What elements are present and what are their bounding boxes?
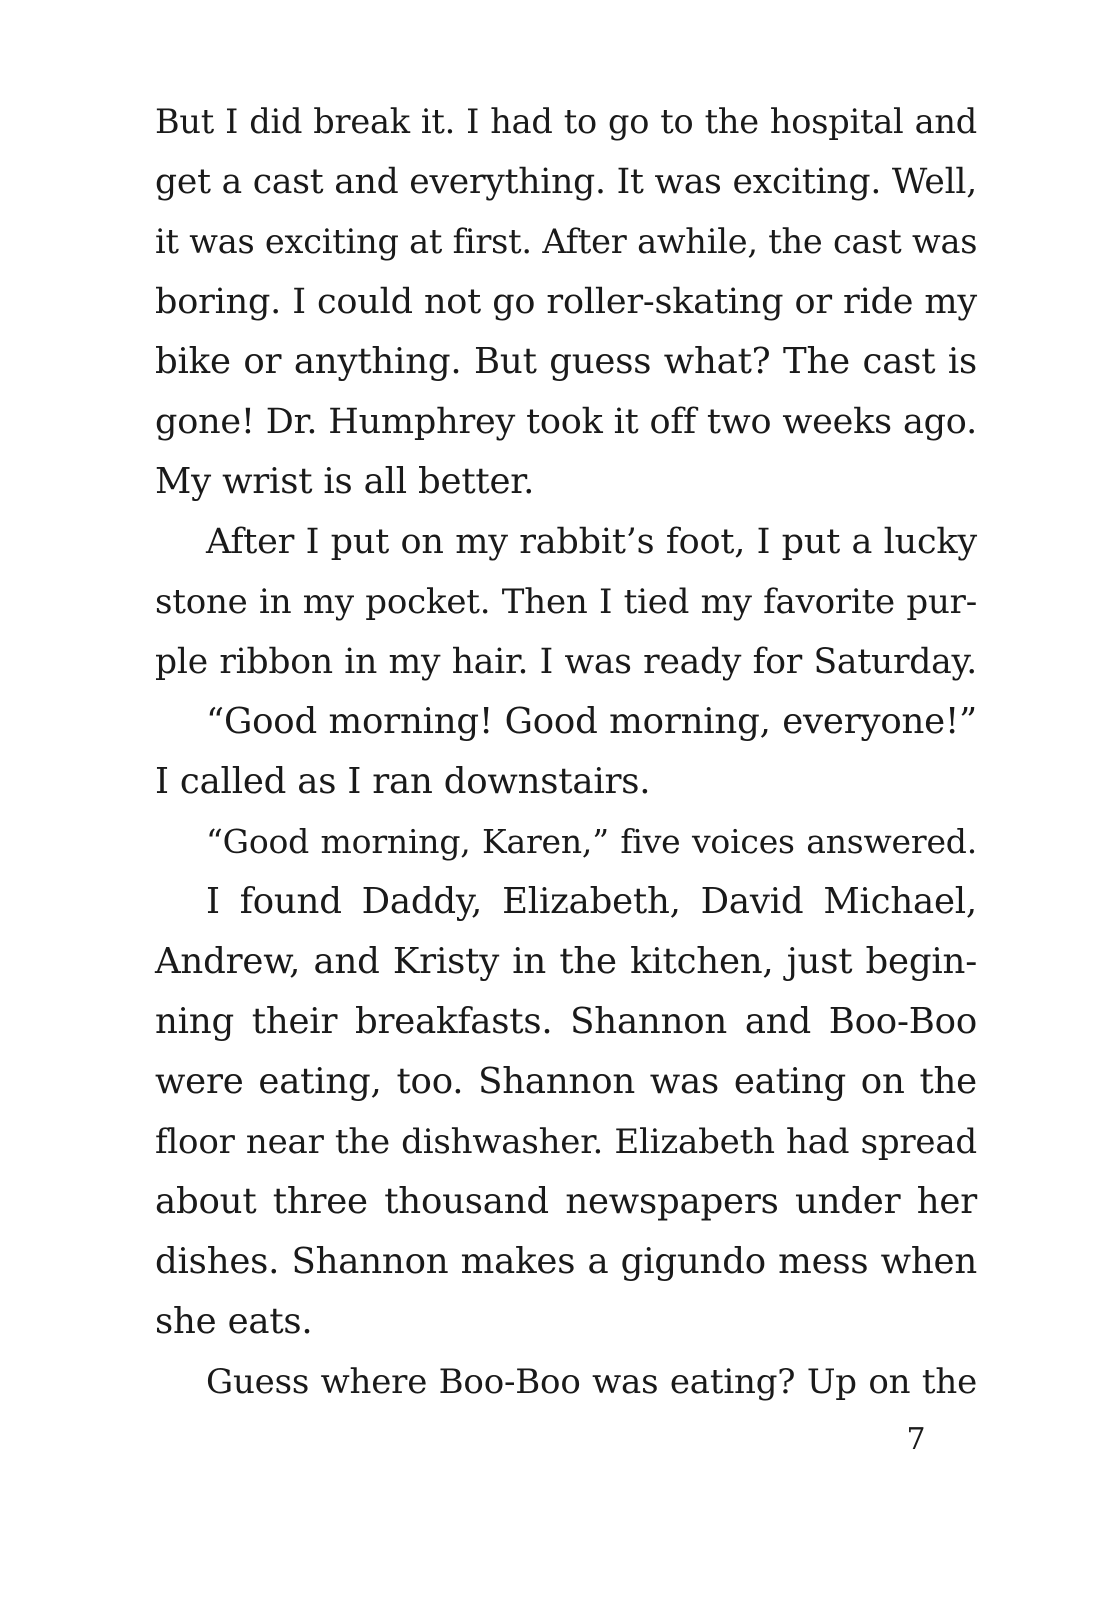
- text-line: But I did break it. I had to go to the hospital and: [155, 102, 977, 141]
- text-line: stone in my pocket. Then I tied my favorite pur-: [155, 582, 977, 622]
- text-line: gone! Dr. Humphrey took it off two weeks ago.: [155, 402, 977, 442]
- text-line: Andrew, and Kristy in the kitchen, just begin-: [155, 941, 977, 982]
- text-line: floor near the dishwasher. Elizabeth had spread: [155, 1122, 977, 1162]
- text-line: she eats.: [155, 1301, 313, 1342]
- text-line: Guess where Boo-Boo was eating? Up on the: [206, 1362, 977, 1402]
- text-line: it was exciting at first. After awhile, the cast was: [155, 222, 978, 261]
- page-number: 7: [906, 1422, 926, 1457]
- text-line: ning their breakfasts. Shannon and Boo-Boo: [155, 1001, 977, 1042]
- text-line: bike or anything. But guess what? The cast is: [155, 341, 977, 382]
- text-line: get a cast and everything. It was exciting. Well,: [155, 162, 977, 202]
- text-line: I called as I ran downstairs.: [155, 761, 651, 802]
- text-line: My wrist is all better.: [155, 461, 535, 502]
- body-text: [155, 92, 977, 1412]
- text-line: I found Daddy, Elizabeth, David Michael,: [206, 881, 977, 922]
- text-line: ple ribbon in my hair. I was ready for Saturday.: [155, 642, 977, 682]
- text-line: After I put on my rabbit’s foot, I put a lucky: [206, 522, 977, 562]
- text-line: were eating, too. Shannon was eating on the: [155, 1061, 977, 1102]
- text-line: “Good morning, Karen,” five voices answered.: [206, 822, 977, 861]
- text-line: about three thousand newspapers under her: [155, 1181, 977, 1222]
- text-line: dishes. Shannon makes a gigundo mess when: [155, 1241, 977, 1282]
- text-line: boring. I could not go roller-skating or ride my: [155, 282, 977, 322]
- text-line: “Good morning! Good morning, everyone!”: [206, 701, 977, 742]
